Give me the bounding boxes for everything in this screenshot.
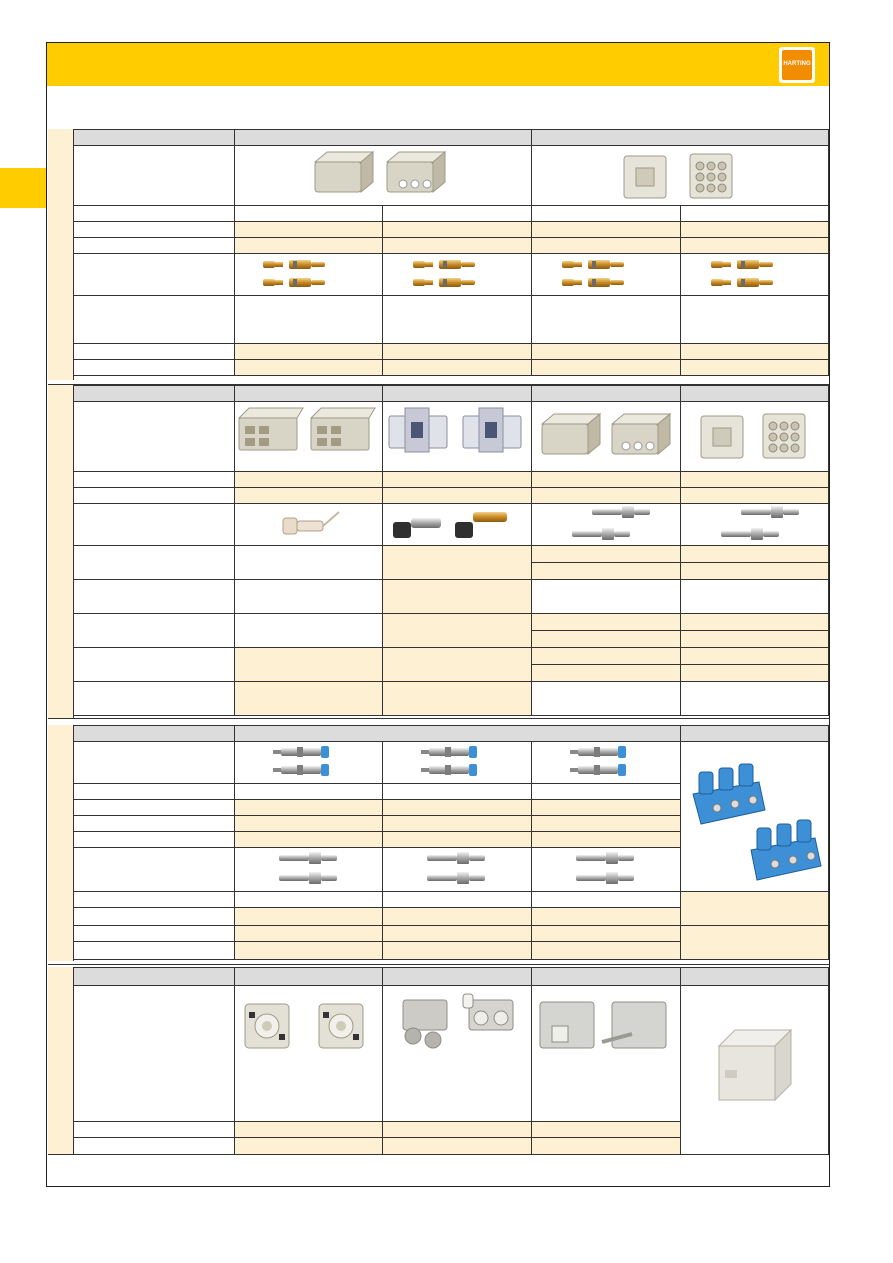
contact-image-cell: [235, 848, 383, 892]
section-2-band: [48, 385, 73, 718]
harting-logo: [779, 47, 815, 83]
product-image-cell: [532, 146, 829, 206]
product-image-cell: [681, 402, 829, 472]
latch-module-icon: [383, 402, 530, 470]
product-image-cell: [532, 402, 681, 472]
product-image-cell: [235, 402, 383, 472]
header-cell: [532, 130, 829, 146]
page-footer: [48, 1154, 829, 1187]
product-image-cell: [383, 402, 532, 472]
header-cell: [74, 130, 235, 146]
multi-module-icon: [235, 402, 381, 470]
contact-pins-icon: [532, 254, 679, 294]
page-frame: [46, 42, 830, 1187]
turned-pin-icon: [681, 504, 827, 544]
contact-image-cell: [383, 504, 532, 546]
turned-pin-icon: [532, 848, 679, 890]
section-3-band: [48, 725, 73, 961]
header-cell: [235, 130, 532, 146]
header-bar: [47, 43, 829, 86]
contact-image-cell: [235, 504, 383, 546]
contact-image-cell: [681, 254, 829, 296]
round-module-icon: [235, 986, 381, 1120]
chapter-tab: [0, 168, 46, 208]
product-image-cell: [681, 986, 829, 1155]
contact-image-cell: [383, 742, 532, 784]
blank-module-icon: [681, 986, 827, 1153]
housing-module-icon: [532, 986, 679, 1120]
contact-image-cell: [532, 848, 681, 892]
contact-image-cell: [235, 742, 383, 784]
fiber-contact-icon: [383, 504, 530, 544]
section-divider: [48, 964, 829, 965]
product-image-cell: [383, 986, 532, 1122]
turned-pin-icon: [532, 504, 679, 544]
section-4-table: [73, 967, 829, 1154]
contact-image-cell: [532, 742, 681, 784]
product-image-cell: [532, 986, 681, 1122]
turned-pin-icon: [235, 848, 381, 890]
coax-pin-icon: [383, 742, 530, 782]
section-1-table: [73, 129, 829, 380]
connector-module-icon: [235, 146, 530, 204]
contact-image-cell: [681, 504, 829, 546]
contact-image-cell: [532, 504, 681, 546]
section-2-table: [73, 385, 829, 718]
connector-block-icon: [532, 146, 827, 204]
section-1-band: [48, 129, 73, 380]
section-divider: [48, 718, 829, 719]
contact-image-cell: [532, 254, 681, 296]
fiber-contact-icon: [235, 504, 381, 544]
turned-pin-icon: [383, 848, 530, 890]
row-label: [74, 146, 235, 206]
product-image-cell: [235, 146, 532, 206]
logo-text: HARTING: [783, 61, 811, 67]
contact-image-cell: [383, 254, 532, 296]
pneumatic-module-icon: [681, 742, 827, 890]
coax-pin-icon: [235, 742, 381, 782]
dual-pin-module-icon: [383, 986, 530, 1120]
section-3-table: [73, 725, 829, 961]
coax-pin-icon: [532, 742, 679, 782]
section-4-band: [48, 967, 73, 1154]
product-image-cell: [681, 742, 829, 892]
contact-image-cell: [235, 254, 383, 296]
contact-pins-icon: [383, 254, 530, 294]
contact-pins-icon: [681, 254, 827, 294]
contact-pins-icon: [235, 254, 381, 294]
connector-module-icon: [532, 402, 679, 470]
product-image-cell: [235, 986, 383, 1122]
connector-block-icon: [681, 402, 827, 470]
contact-image-cell: [383, 848, 532, 892]
